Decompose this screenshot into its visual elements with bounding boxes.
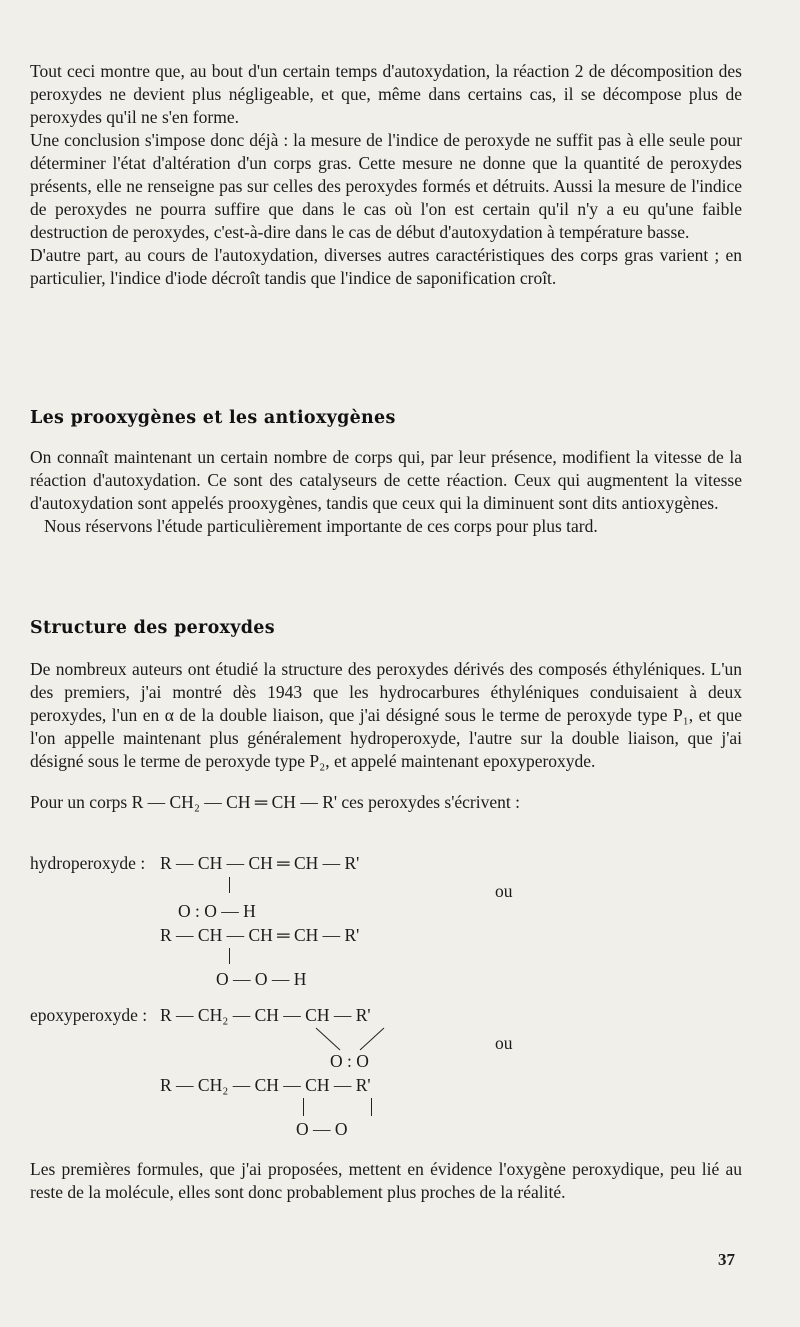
bond-line xyxy=(229,877,230,893)
intro-text-block xyxy=(30,60,742,290)
hydroperoxyde-group-2: O — O — H xyxy=(216,969,307,989)
epoxyperoxyde-group-1: O : O xyxy=(330,1051,369,1071)
bond-line xyxy=(371,1098,372,1116)
epoxyperoxyde-formula-1: R — CH₂ — CH — CH — R' xyxy=(160,1005,371,1025)
paragraph-formula-intro: Pour un corps R — CH₂ — CH ═ CH — R' ces peroxydes s'écrivent : xyxy=(30,792,520,812)
paragraph-premieres-formules: Les premières formules, que j'ai proposées, mettent en évidence l'oxygène peroxydique, peu lié au reste de la molécule, elles sont donc probablement plus proches de la réalité. xyxy=(30,1159,742,1202)
paragraph-autres-caracteristiques: D'autre part, au cours de l'autoxydation, diverses autres caractéristiques des corps gras varient ; en particulier, l'indice d'iode décroît tandis que l'indice de saponification croît. xyxy=(30,245,742,288)
bond-line xyxy=(229,948,230,964)
epoxy-bonds xyxy=(300,1026,400,1052)
page-number: 37 xyxy=(718,1250,735,1269)
paragraph-reserve: Nous réservons l'étude particulièrement importante de ces corps pour plus tard. xyxy=(44,516,598,536)
conclusion-block xyxy=(30,1158,742,1204)
ou-label-2: ou xyxy=(495,1033,513,1053)
bond-line xyxy=(303,1098,304,1116)
section-structure xyxy=(30,618,742,814)
epoxyperoxyde-group-2: O — O xyxy=(296,1119,348,1139)
hydroperoxyde-label: hydroperoxyde : xyxy=(30,853,146,873)
epoxyperoxyde-formula-2: R — CH₂ — CH — CH — R' xyxy=(160,1075,371,1095)
paragraph-conclusion-peroxyde: Une conclusion s'impose donc déjà : la mesure de l'indice de peroxyde ne suffit pas à elle seule pour déterminer l'état d'altération d'un corps gras. Cette mesure ne donne que la quantité de peroxydes présents, elle ne renseigne pas sur celles des peroxydes formés et détruits. Aussi la mesure de l'indice de peroxydes ne pourra suffire que dans le cas où l'on est certain qu'il n'y a eu qu'une faible destruction de peroxydes, c'est-à-dire dans le cas de début d'autoxydation à température basse. xyxy=(30,130,742,242)
section-heading-prooxygenes: Les prooxygènes et les antioxygènes xyxy=(30,408,396,428)
ou-label-1: ou xyxy=(495,881,513,901)
hydroperoxyde-formula-2: R — CH — CH ═ CH — R' xyxy=(160,925,360,945)
hydroperoxyde-group-1: O : O — H xyxy=(178,901,256,921)
section-heading-structure: Structure des peroxydes xyxy=(30,618,275,638)
paragraph-catalyseurs: On connaît maintenant un certain nombre de corps qui, par leur présence, modifient la vitesse de la réaction d'autoxydation. Ce sont des catalyseurs de cette réaction. Ceux qui augmentent la vitesse d'autoxydation sont appelés prooxygènes, tandis que ceux qui la diminuent sont dits antioxygènes. xyxy=(30,447,742,513)
hydroperoxyde-formula-1: R — CH — CH ═ CH — R' xyxy=(160,853,360,873)
paragraph-structure: De nombreux auteurs ont étudié la structure des peroxydes dérivés des composés éthyléniques. L'un des premiers, j'ai montré dès 1943 que les hydrocarbures éthyléniques conduisaient à deux peroxydes, l'un en α de la double liaison, que j'ai désigné sous le terme de peroxyde type P₁, et que l'on appelle maintenant plus généralement hydroperoxyde, l'autre sur la double liaison, que j'ai désigné sous le terme de peroxyde type P₂, et appelé maintenant epoxyperoxyde. xyxy=(30,659,742,771)
paragraph-autoxydation: Tout ceci montre que, au bout d'un certain temps d'autoxydation, la réaction 2 de décomposition des peroxydes ne devient plus négligeable, et que, même dans certains cas, il se décompose plus de peroxydes qu'il ne s'en forme. xyxy=(30,61,742,127)
section-prooxygenes xyxy=(30,408,742,538)
epoxyperoxyde-label: epoxyperoxyde : xyxy=(30,1005,148,1025)
